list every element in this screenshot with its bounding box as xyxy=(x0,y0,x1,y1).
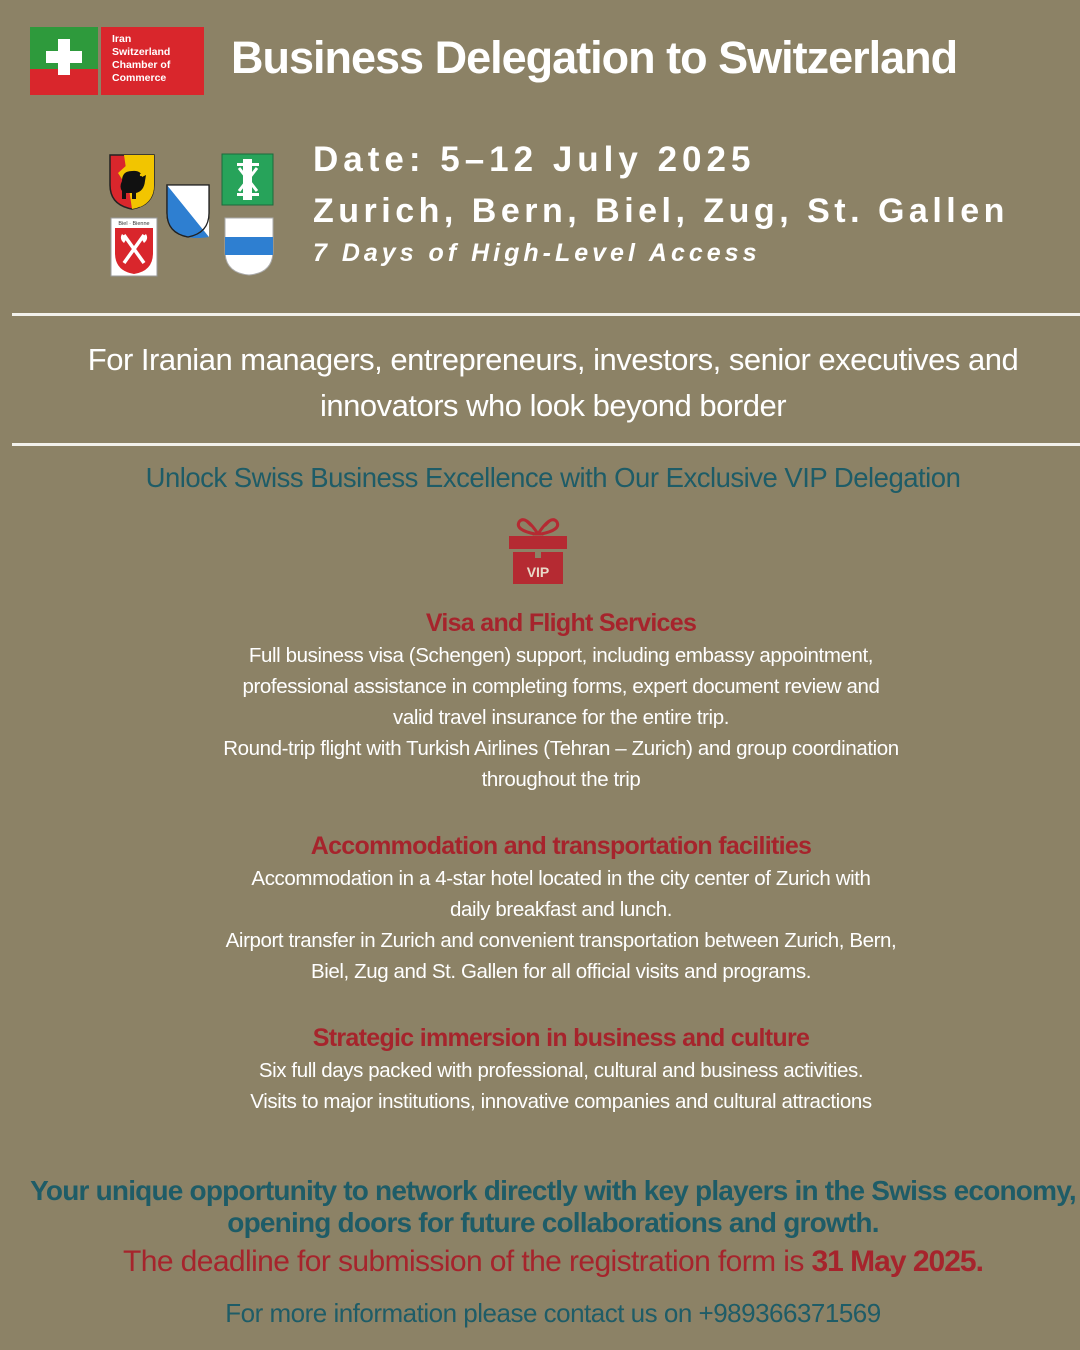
biel-crest-icon xyxy=(110,217,158,277)
section-line: daily breakfast and lunch. xyxy=(449,898,673,921)
section-visa-flight xyxy=(150,606,972,795)
section-line: valid travel insurance for the entire trip. xyxy=(392,706,730,729)
zurich-crest-icon xyxy=(165,183,211,239)
audience-statement: For Iranian managers, entrepreneurs, investors, senior executives and innovators who look beyond border xyxy=(87,342,1019,423)
section-line: throughout the trip xyxy=(481,768,641,791)
section-line: Biel, Zug and St. Gallen for all official visits and programs. xyxy=(310,960,812,983)
network-statement: Your unique opportunity to network directly with key players in the Swiss economy, opening doors for future collaborations and growth. xyxy=(30,1175,1076,1238)
section-line: Airport transfer in Zurich and convenient transportation between Zurich, Bern, xyxy=(225,929,897,952)
deadline-prefix: The deadline for submission of the registration form is xyxy=(123,1245,812,1278)
divider xyxy=(12,313,1080,316)
biel-crest-label: Biel · Bienne xyxy=(118,221,150,227)
contact-info: For more information please contact us on +989366371569 xyxy=(225,1298,881,1328)
logo-line: Switzerland xyxy=(112,46,171,58)
logo-line: Iran xyxy=(112,33,132,45)
deadline-date: 31 May 2025. xyxy=(811,1245,983,1278)
page-title: Business Delegation to Switzerland xyxy=(231,32,958,83)
logo-line: Chamber of xyxy=(112,59,171,71)
vip-gift-icon xyxy=(507,512,569,586)
divider xyxy=(12,443,1080,446)
section-line: Round-trip flight with Turkish Airlines (Tehran – Zurich) and group coordination xyxy=(223,737,899,760)
section-title: Accommodation and transportation facilities xyxy=(310,832,812,860)
event-date: Date: 5–12 July 2025 xyxy=(313,140,756,179)
zug-crest-icon xyxy=(224,217,274,276)
section-title: Strategic immersion in business and culture xyxy=(312,1024,810,1052)
st-gallen-crest-icon xyxy=(221,153,274,206)
section-title: Visa and Flight Services xyxy=(425,609,697,637)
logo-line: Commerce xyxy=(112,72,167,84)
vip-label: VIP xyxy=(526,564,550,580)
section-strategic-immersion xyxy=(150,1021,972,1117)
section-line: Six full days packed with professional, cultural and business activities. xyxy=(258,1059,864,1082)
logo-name xyxy=(101,27,204,95)
event-duration: 7 Days of High-Level Access xyxy=(313,239,761,267)
event-cities: Zurich, Bern, Biel, Zug, St. Gallen xyxy=(313,192,1009,230)
section-line: Accommodation in a 4-star hotel located in the city center of Zurich with xyxy=(251,867,871,890)
registration-deadline xyxy=(20,1245,1080,1279)
swiss-cross-icon xyxy=(30,27,98,95)
unlock-heading: Unlock Swiss Business Excellence with Our Exclusive VIP Delegation xyxy=(145,462,961,493)
section-line: professional assistance in completing forms, expert document review and xyxy=(242,675,880,698)
section-accommodation xyxy=(150,829,972,987)
section-line: Full business visa (Schengen) support, including embassy appointment, xyxy=(248,644,874,667)
bern-crest-icon xyxy=(108,153,156,211)
section-line: Visits to major institutions, innovative companies and cultural attractions xyxy=(250,1090,872,1113)
chamber-logo xyxy=(30,27,204,95)
